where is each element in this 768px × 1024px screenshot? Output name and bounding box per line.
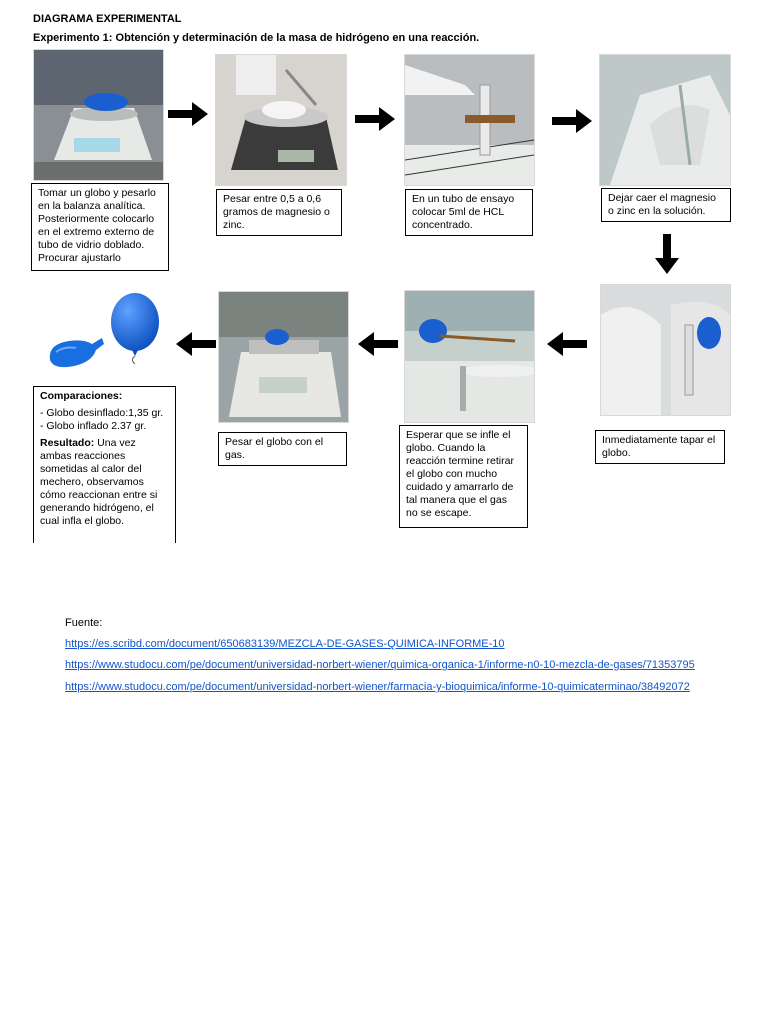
photo-drop-magnesium (599, 54, 731, 186)
source-link-3[interactable]: https://www.studocu.com/pe/document/universidad-norbert-wiener/farmacia-y-bioquimica/informe-10-quimicaterminao/38492072 (65, 681, 690, 693)
step-text-5: Inmediatamente tapar el globo. (602, 434, 716, 459)
photo-cover-balloon (600, 284, 731, 416)
inflated-balloon-icon (108, 292, 162, 369)
step-text-6: Esperar que se infle el globo. Cuando la reacción termine retirar el globo con mucho cuidado y amarrarlo de tal manera que el gas no se escape. (406, 429, 514, 519)
arrow-down-icon (655, 234, 679, 274)
page-subtitle: Experimento 1: Obtención y determinación de la masa de hidrógeno en una reacción. (33, 32, 480, 44)
arrow-left-icon (547, 332, 587, 356)
comparaciones-line-inflated: - Globo inflado 2.37 gr. (40, 420, 147, 432)
step-box-1 (31, 183, 169, 271)
resultado-paragraph (40, 437, 169, 528)
comparaciones-line-deflated: - Globo desinflado:1,35 gr. (40, 407, 164, 419)
photo-scale-magnesium (215, 54, 347, 186)
source-link-2[interactable]: https://www.studocu.com/pe/document/universidad-norbert-wiener/quimica-organica-1/informe-n0-10-mezcla-de-gases/71353795 (65, 659, 695, 671)
step-text-7: Pesar el globo con el gas. (225, 436, 324, 461)
arrow-left-icon (358, 332, 398, 356)
comparaciones-heading: Comparaciones: (40, 390, 123, 402)
step-text-3: En un tubo de ensayo colocar 5ml de HCL concentrado. (412, 193, 515, 231)
arrow-right-icon (168, 102, 208, 126)
arrow-right-icon (355, 107, 395, 131)
step-text-2: Pesar entre 0,5 a 0,6 gramos de magnesio o zinc. (223, 193, 330, 231)
step-box-6 (399, 425, 528, 528)
step-box-4 (601, 188, 731, 222)
resultado-text: Una vez ambas reacciones sometidas al calor del mechero, observamos cómo reaccionan entre si generando hidrógeno, el cual infla el globo. (40, 437, 158, 527)
source-link-1[interactable]: https://es.scribd.com/document/650683139/MEZCLA-DE-GASES-QUIMICA-INFORME-10 (65, 638, 505, 650)
deflated-balloon-icon (46, 322, 106, 377)
sources-label: Fuente: (65, 617, 103, 629)
step-text-1: Tomar un globo y pesarlo en la balanza analítica. Posteriormente colocarlo en el extremo externo de tubo de vidrio doblado. Procurar ajustarlo (38, 187, 156, 264)
step-box-2 (216, 189, 342, 236)
arrow-left-icon (176, 332, 216, 356)
page-title: DIAGRAMA EXPERIMENTAL (33, 13, 182, 25)
comparaciones-box (33, 386, 176, 543)
arrow-right-icon (552, 109, 592, 133)
photo-balance-balloon (33, 49, 164, 181)
photo-weigh-balloon-gas (218, 291, 349, 423)
photo-balloon-inflating (404, 290, 535, 423)
step-box-7 (218, 432, 347, 466)
step-text-4: Dejar caer el magnesio o zinc en la solución. (608, 192, 716, 217)
resultado-label: Resultado: (40, 437, 95, 449)
photo-test-tube-hcl (404, 54, 535, 186)
step-box-3 (405, 189, 533, 236)
step-box-5 (595, 430, 725, 464)
